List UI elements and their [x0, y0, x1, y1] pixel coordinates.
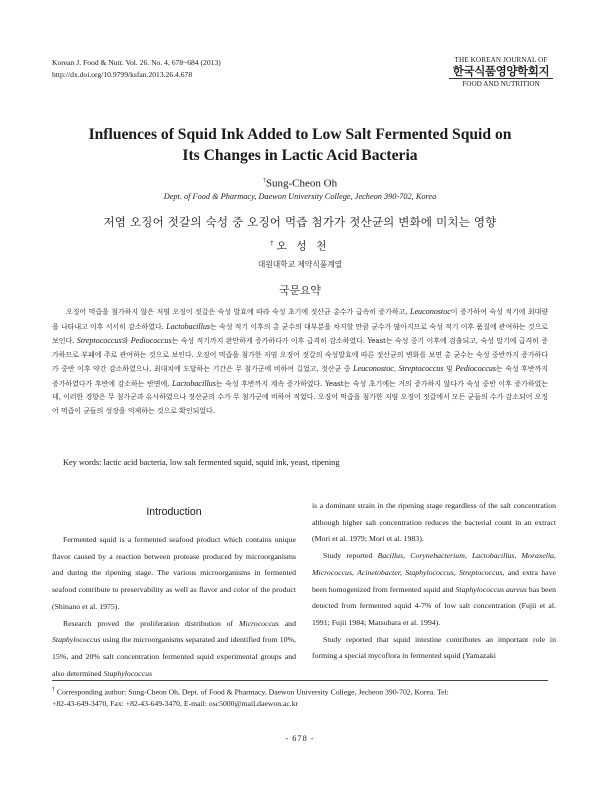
journal-name-bottom: FOOD AND NUTRITION [449, 78, 553, 89]
author-line [0, 175, 600, 191]
journal-logo [449, 56, 553, 89]
korean-author-line [0, 237, 600, 254]
korean-abstract-heading: 국문요약 [279, 284, 321, 297]
paragraph: Study reported that squid intestine contributes an important role in forming a special mycoflora in fermented squid (Yamazaki [312, 634, 556, 661]
page-number: - 678 - [285, 734, 315, 743]
corresponding-mark: † [262, 178, 266, 184]
citation-doi[interactable]: http://dx.doi.org/10.9799/ksfan.2013.26.4.678 [52, 69, 193, 79]
footnote-mark: † [52, 687, 55, 693]
genus-name: Leuconostoc [353, 364, 394, 373]
paragraph: is a dominant strain in the ripening stage regardless of the salt concentration although higher salt concentration reduces the bacterial count in an extract (Mori et al. 1979; Mori et al. 1983). [312, 501, 556, 544]
abstract-text: , [393, 365, 399, 373]
abstract-text: 오징어 먹즙을 첨가하지 않은 저염 오징어 젓갈은 숙성 발효에 따라 숙성 초기에 젓산균 총수가 급속히 증가하고, [66, 308, 410, 316]
genus-name: Staphylococcus [103, 668, 153, 678]
journal-citation [52, 57, 221, 80]
abstract-text: 는 숙성 적기까지 완만하게 증가하다가 이후 급격히 감소하였다. Yeast는 숙성 중기 이후에 검출되고, 숙성 말기에 급격히 증가하므로 부패에 주로 관여하는 것으로 보인다. 오징어 먹즙을 첨가한 저염 오징어 젓갈의 숙성발효에 따른 젓산균의 변화를 보면 총 균수는 숙성 중반까지 증가하다가 중반 이후 약간 감소하였으나, 최대치에 도달하는 기간은 무 첨가군에 비하여 길었고, 젓산균 중 [52, 337, 548, 373]
korean-title: 저염 오징어 젓갈의 숙성 중 오징어 먹즙 첨가가 젓산균의 변화에 미치는 영향 [103, 215, 497, 229]
title-line-1: Influences of Squid Ink Added to Low Salt Fermented Squid on [88, 126, 512, 143]
journal-name-top: THE KOREAN JOURNAL OF [454, 56, 548, 64]
species-name: Staphylococcus aureus [455, 584, 527, 594]
abstract-text: 와 [121, 337, 131, 345]
paper-title [40, 125, 560, 166]
left-column [52, 502, 296, 682]
keywords: Key words: lactic acid bacteria, low salt fermented squid, squid ink, yeast, ripening [63, 458, 340, 467]
korean-corresponding-mark: † [270, 240, 277, 247]
genus-name: Lactobacillus [166, 321, 211, 331]
genus-name: Streptococcus [76, 336, 122, 345]
genus-name: Streptococcus [398, 364, 444, 373]
citation-volume: Korean J. Food & Nutr. Vol. 26. No. 4, 678~684 (2013) [52, 58, 221, 67]
abstract-text: 이 증가하여 숙성 적기에 최대량을 나타내고 이후 서서히 감소하였다. [52, 308, 548, 331]
genus-name: Pediococcus [130, 336, 172, 345]
genus-list: Bacillus, Corynebacterium, Lactobacillus, Moraxella, Micrococcus, Acinetobacter, Staphylococcus, Streptococcus [312, 551, 556, 577]
korean-affiliation: 대원대학교 제약식품계열 [257, 260, 343, 269]
section-heading-introduction: Introduction [146, 506, 202, 518]
abstract-text: 는 숙성 적기 이후의 총 균수의 대부분을 차지할 만큼 균수가 많아지므로 숙성 적기 이후 품질에 관여하는 것으로 보인다. [52, 322, 549, 345]
abstract-text: 및 [443, 365, 456, 373]
right-column [312, 498, 556, 665]
genus-name: Micrococcus [238, 618, 279, 628]
paragraph: Study reported Bacillus, Corynebacterium, Lactobacillus, Moraxella, Micrococcus, Acinetobacter, Staphylococcus, Streptococcus, and extra have been homogenized from fermented squid and Staphylococcus aureus has been detected from fermented squid 4-7% of low salt concentration (Fujii et al. 1991; Fujii 1984; Matsubara et al. 1994). [312, 551, 556, 627]
paragraph: Fermented squid is a fermented seafood product which contains unique flavor caused by a reaction between protease produced by microorganisms and during the ripening stage. The various microorganisms in fermented seafood contribute to preservability as well as flavor and color of the product (Shinano et al. 1975). [52, 535, 296, 611]
journal-name-korean: 한국식품영양학회지 [452, 64, 550, 78]
footnote-text: Corresponding author: Sung-Cheon Oh, Dept. of Food & Pharmacy, Daewon University College, Jecheon 390-702, Korea. Tel: [55, 687, 449, 697]
korean-author-name: 오 성 천 [276, 239, 330, 253]
author-name: Sung-Cheon Oh [265, 177, 338, 190]
abstract-text: 는 숙성 후반까지 증가하였다가 후반에 감소하는 반면에, [52, 365, 548, 388]
genus-name: Lactobacillus [171, 378, 216, 388]
corresponding-author-footnote [52, 685, 552, 710]
genus-name: Pediococcus [455, 364, 497, 373]
author-affiliation: Dept. of Food & Pharmacy, Daewon University College, Jecheon 390-702, Korea [163, 192, 437, 201]
paragraph: Research proved the proliferation distribution of Micrococcus and Staphylococcus using the microorganisms separated and identified from 10%, 15%, and 20% salt concentration fermented squid experimental groups and also determined Staphylococcus [52, 618, 296, 678]
footnote-divider [52, 680, 548, 681]
korean-abstract [52, 305, 548, 418]
title-line-2: Its Changes in Lactic Acid Bacteria [182, 146, 418, 164]
genus-name: Staphylococcus [52, 635, 101, 645]
abstract-text: 는 숙성 후반까지 계속 증가하였다. Yeast는 숙성 초기에는 거의 증가하지 않다가 숙성 중반 이후 증가하였는데, 이러한 경향은 무 첨가군과 유사하였으나 젓산균의 수가 무 첨가군에 비하여 적었다. 오징어 먹즙을 첨가한 저염 오징어 젓갈에서 모든 균들의 수가 감소되어 오징어 먹즙이 균들의 성장을 억제하는 것으로 확인되었다. [52, 379, 548, 415]
genus-name: Leuconostoc [409, 307, 451, 316]
footnote-contact: +82-43-649-3470, Fax: +82-43-649-3470, E-mail: osc5000@mail.daewon.ac.kr [52, 699, 299, 709]
